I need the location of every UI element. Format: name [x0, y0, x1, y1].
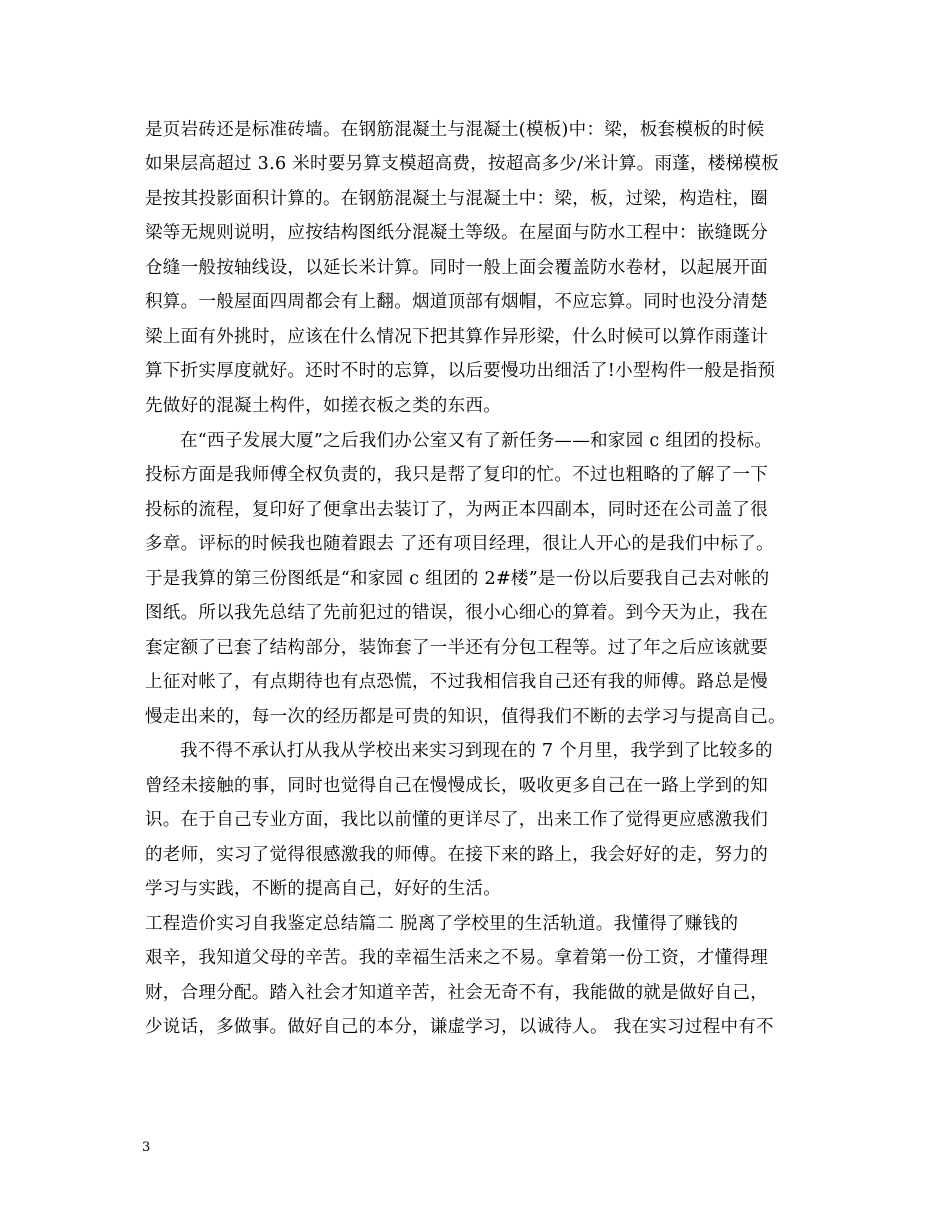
text-line: 如果层高超过 3.6 米时要另算支模超高费，按超高多少/米计算。雨蓬，楼梯模板: [145, 154, 780, 174]
text-line: 积算。一般屋面四周都会有上翻。烟道顶部有烟帽，不应忘算。同时也没分清楚: [145, 292, 768, 312]
text-line: 投标的流程，复印好了便拿出去装订了，为两正本四副本，同时还在公司盖了很: [145, 500, 768, 520]
text-line: 多章。评标的时候我也随着跟去 了还有项目经理，很让人开心的是我们中标了。: [145, 534, 774, 554]
text-line: 图纸。所以我先总结了先前犯过的错误，很小心细心的算着。到今天为止，我在: [145, 603, 768, 623]
text-line: 慢走出来的，每一次的经历都是可贵的知识，值得我们不断的去学习与提高自己。: [145, 707, 786, 727]
text-line: 在“西子发展大厦”之后我们办公室又有了新任务——和家园 c 组团的投标。: [180, 431, 773, 451]
text-line: 学习与实践，不断的提高自己，好好的生活。: [145, 879, 501, 899]
text-line: 是页岩砖还是标准砖墙。在钢筋混凝土与混凝土(模板)中：梁，板套模板的时候: [145, 120, 765, 140]
text-line: 是按其投影面积计算的。在钢筋混凝土与混凝土中：梁，板，过梁，构造柱，圈: [145, 189, 768, 209]
text-line: 少说话，多做事。做好自己的本分，谦虚学习，以诚待人。 我在实习过程中有不: [145, 1017, 774, 1037]
text-line: 艰辛，我知道父母的辛苦。我的幸福生活来之不易。拿着第一份工资，才懂得理: [145, 948, 768, 968]
text-line: 投标方面是我师傅全权负责的，我只是帮了复印的忙。不过也粗略的了解了一下: [145, 465, 768, 485]
text-line: 仓缝一般按轴线设，以延长米计算。同时一般上面会覆盖防水卷材，以起展开面: [145, 258, 768, 278]
text-line: 的老师，实习了觉得很感激我的师傅。在接下来的路上，我会好好的走，努力的: [145, 845, 768, 865]
text-line: 财，合理分配。踏入社会才知道辛苦，社会无奇不有，我能做的就是做好自己，: [145, 983, 768, 1003]
text-line: 算下折实厚度就好。还时不时的忘算，以后要慢功出细活了!小型构件一般是指预: [145, 361, 776, 381]
text-line: 我不得不承认打从我从学校出来实习到现在的 7 个月里，我学到了比较多的: [180, 741, 773, 761]
text-line: 上征对帐了，有点期待也有点恐慌，不过我相信我自己还有我的师傅。路总是慢: [145, 672, 768, 692]
text-line: 识。在于自己专业方面，我比以前懂的更详尽了，出来工作了觉得更应感激我们: [145, 810, 768, 830]
page-number: 3: [142, 1140, 151, 1155]
text-line: 套定额了已套了结构部分，装饰套了一半还有分包工程等。过了年之后应该就要: [145, 638, 768, 658]
section-heading-line: 工程造价实习自我鉴定总结篇二 脱离了学校里的生活轨道。我懂得了赚钱的: [145, 914, 739, 934]
text-line: 先做好的混凝土构件，如搓衣板之类的东西。: [145, 396, 501, 416]
text-line: 曾经未接触的事，同时也觉得自己在慢慢成长，吸收更多自己在一路上学到的知: [145, 776, 768, 796]
text-line: 梁等无规则说明，应按结构图纸分混凝土等级。在屋面与防水工程中：嵌缝既分: [145, 223, 768, 243]
text-line: 于是我算的第三份图纸是“和家园 c 组团的 2#楼”是一份以后要我自己去对帐的: [145, 569, 770, 589]
text-line: 梁上面有外挑时，应该在什么情况下把其算作异形梁，什么时候可以算作雨蓬计: [145, 327, 768, 347]
